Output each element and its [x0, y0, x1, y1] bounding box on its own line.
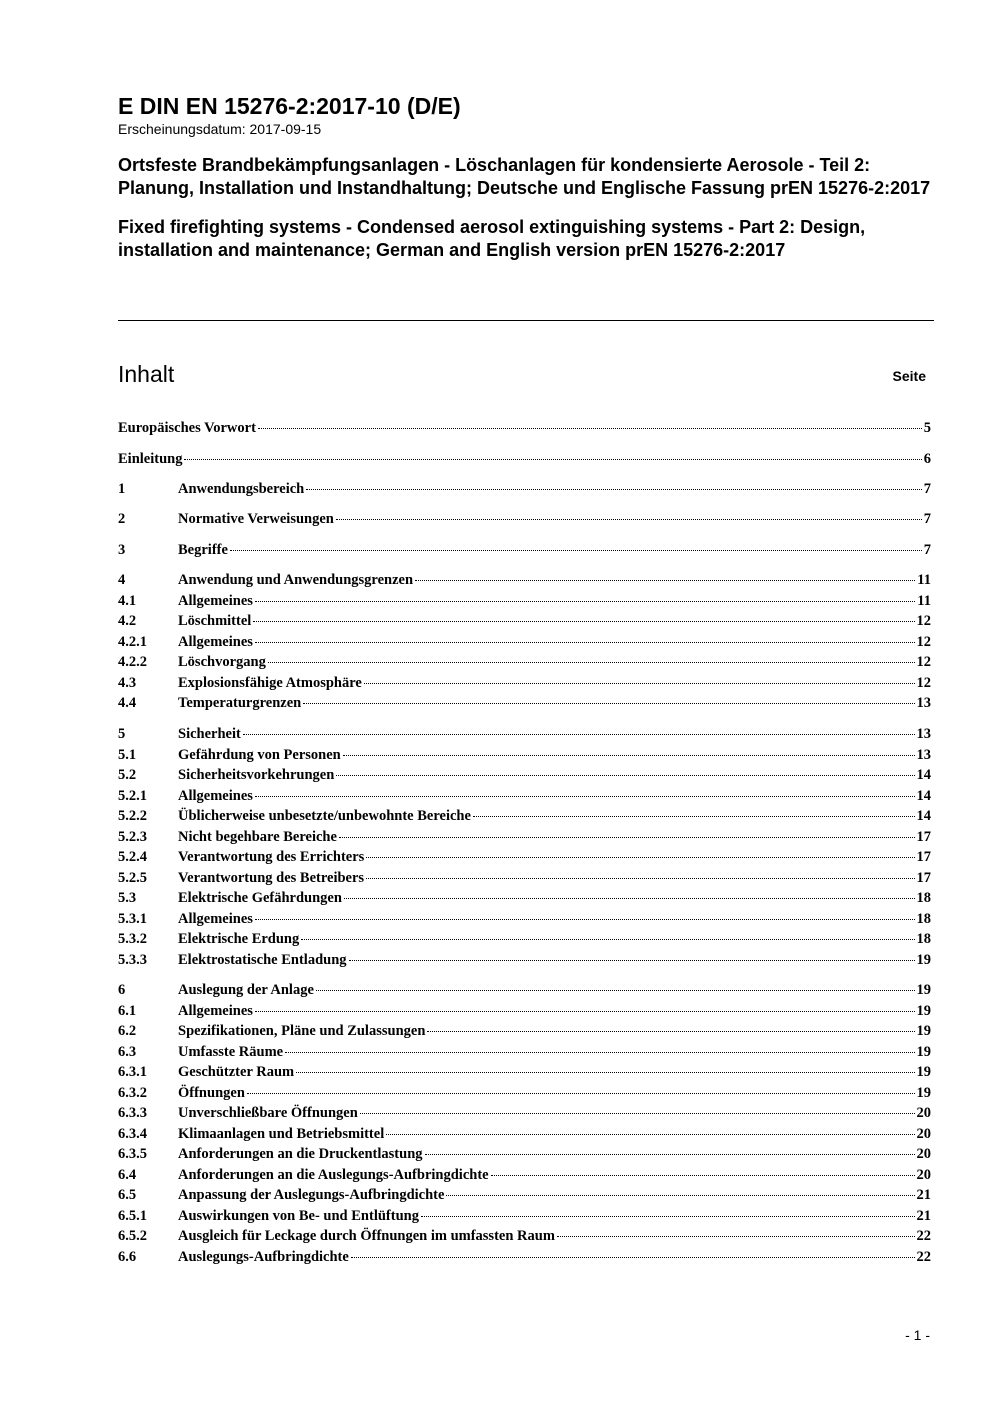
toc-entry-number: 5.3 — [118, 890, 137, 906]
toc-entry-number: 4.4 — [118, 695, 137, 711]
toc-entry-page: 20 — [916, 1126, 931, 1142]
toc-entry-title: Anpassung der Auslegungs-Aufbringdichte — [178, 1187, 445, 1203]
toc-entry-title: Europäisches Vorwort — [118, 420, 256, 436]
toc-leader-dots — [425, 1154, 915, 1155]
toc-entry-number: 1 — [118, 481, 126, 497]
toc-entry-number: 6.6 — [118, 1249, 137, 1265]
toc-leader-dots — [296, 1072, 914, 1073]
toc-leader-dots — [491, 1175, 915, 1176]
toc-entry-number: 6.1 — [118, 1003, 137, 1019]
toc-entry-page: 20 — [916, 1105, 931, 1121]
toc-entry-title: Allgemeines — [178, 788, 253, 804]
toc-entry-title: Spezifikationen, Pläne und Zulassungen — [178, 1023, 426, 1039]
standard-id: E DIN EN 15276-2:2017-10 (D/E) — [118, 93, 461, 119]
toc-entry-title: Nicht begehbare Bereiche — [178, 829, 337, 845]
toc-leader-dots — [247, 1093, 915, 1094]
toc-entry-title: Öffnungen — [178, 1085, 245, 1101]
toc-entry-number: 6.5.1 — [118, 1208, 147, 1224]
toc-entry-title: Gefährdung von Personen — [178, 747, 341, 763]
toc-entry-title: Auslegungs-Aufbringdichte — [178, 1249, 349, 1265]
table-of-contents — [118, 0, 931, 1403]
toc-entry-title: Geschützter Raum — [178, 1064, 295, 1080]
toc-entry[interactable] — [118, 786, 931, 806]
toc-entry-title: Allgemeines — [178, 911, 253, 927]
toc-entry-number: 6.5 — [118, 1187, 137, 1203]
toc-entry-page: 17 — [916, 829, 931, 845]
toc-entry-page: 14 — [916, 767, 931, 783]
toc-entry[interactable] — [118, 1165, 931, 1185]
toc-entry[interactable] — [118, 1144, 931, 1164]
toc-entry-page: 14 — [916, 788, 931, 804]
toc-entry-page: 6 — [923, 451, 931, 467]
toc-leader-dots — [421, 1216, 915, 1217]
toc-entry-title: Normative Verweisungen — [178, 511, 334, 527]
toc-entry[interactable] — [118, 1062, 931, 1082]
toc-entry-number: 6.2 — [118, 1023, 137, 1039]
toc-entry-title: Sicherheitsvorkehrungen — [178, 767, 335, 783]
toc-entry[interactable] — [118, 449, 931, 469]
toc-entry[interactable] — [118, 693, 931, 713]
toc-leader-dots — [349, 960, 915, 961]
toc-entry-title: Allgemeines — [178, 634, 253, 650]
toc-leader-dots — [253, 621, 914, 622]
toc-entry-page: 21 — [916, 1208, 931, 1224]
toc-leader-dots — [303, 703, 914, 704]
toc-leader-dots — [366, 857, 914, 858]
toc-entry-title: Explosionsfähige Atmosphäre — [178, 675, 362, 691]
toc-entry[interactable] — [118, 1226, 931, 1246]
toc-entry[interactable] — [118, 950, 931, 970]
toc-entry[interactable] — [118, 611, 931, 631]
toc-leader-dots — [336, 775, 914, 776]
toc-leader-dots — [366, 878, 914, 879]
toc-entry-title: Verantwortung des Errichters — [178, 849, 365, 865]
toc-entry-page: 12 — [916, 634, 931, 650]
toc-leader-dots — [364, 683, 915, 684]
toc-entry-number: 6.3.3 — [118, 1105, 147, 1121]
toc-entry[interactable] — [118, 827, 931, 847]
toc-entry[interactable] — [118, 1206, 931, 1226]
toc-entry-page: 20 — [916, 1146, 931, 1162]
toc-entry-page: 12 — [916, 654, 931, 670]
toc-entry-number: 6.5.2 — [118, 1228, 147, 1244]
toc-entry-page: 19 — [916, 982, 931, 998]
toc-entry[interactable] — [118, 1185, 931, 1205]
toc-entry-page: 13 — [916, 726, 931, 742]
toc-leader-dots — [427, 1031, 914, 1032]
toc-entry-page: 11 — [917, 593, 931, 609]
toc-entry-page: 18 — [916, 911, 931, 927]
toc-entry-title: Elektrostatische Entladung — [178, 952, 347, 968]
toc-entry-title: Anforderungen an die Druckentlastung — [178, 1146, 423, 1162]
toc-leader-dots — [343, 755, 915, 756]
toc-entry-number: 2 — [118, 511, 126, 527]
toc-entry-title: Löschvorgang — [178, 654, 266, 670]
toc-entry[interactable] — [118, 929, 931, 949]
toc-entry-title: Umfasste Räume — [178, 1044, 284, 1060]
toc-entry-title: Einleitung — [118, 451, 183, 467]
toc-leader-dots — [386, 1134, 914, 1135]
toc-entry[interactable] — [118, 745, 931, 765]
toc-entry-number: 4.1 — [118, 593, 137, 609]
toc-entry-number: 6.3.4 — [118, 1126, 147, 1142]
toc-leader-dots — [557, 1236, 915, 1237]
toc-leader-dots — [184, 459, 921, 460]
toc-entry-page: 19 — [916, 952, 931, 968]
toc-leader-dots — [255, 601, 915, 602]
toc-entry-page: 12 — [916, 613, 931, 629]
toc-entry-page: 20 — [916, 1167, 931, 1183]
toc-leader-dots — [306, 489, 922, 490]
toc-entry-page: 14 — [916, 808, 931, 824]
toc-leader-dots — [316, 990, 915, 991]
toc-leader-dots — [255, 796, 915, 797]
toc-entry-page: 7 — [923, 481, 931, 497]
toc-heading: Inhalt — [118, 361, 175, 387]
toc-entry-page: 17 — [916, 849, 931, 865]
toc-entry-title: Elektrische Erdung — [178, 931, 300, 947]
toc-entry-number: 5.2.4 — [118, 849, 147, 865]
toc-entry[interactable] — [118, 418, 931, 438]
toc-entry[interactable] — [118, 1083, 931, 1103]
toc-entry[interactable] — [118, 509, 931, 529]
toc-entry-number: 5.1 — [118, 747, 137, 763]
toc-entry-page: 19 — [916, 1085, 931, 1101]
toc-entry-number: 6.3.1 — [118, 1064, 147, 1080]
toc-entry-page: 17 — [916, 870, 931, 886]
toc-entry-title: Anforderungen an die Auslegungs-Aufbringdichte — [178, 1167, 489, 1183]
toc-entry-page: 11 — [917, 572, 931, 588]
toc-entry[interactable] — [118, 909, 931, 929]
toc-entry-title: Anwendungsbereich — [178, 481, 305, 497]
toc-entry-title: Allgemeines — [178, 1003, 253, 1019]
page-number: - 1 - — [905, 1327, 930, 1343]
toc-entry[interactable] — [118, 980, 931, 1000]
toc-entry-number: 4 — [118, 572, 126, 588]
toc-entry[interactable] — [118, 1124, 931, 1144]
toc-entry[interactable] — [118, 724, 931, 744]
toc-entry-page: 18 — [916, 931, 931, 947]
toc-entry-page: 13 — [916, 695, 931, 711]
toc-entry-number: 6.3 — [118, 1044, 137, 1060]
toc-entry-title: Üblicherweise unbesetzte/unbewohnte Bereiche — [178, 808, 471, 824]
toc-entry-number: 5.2.2 — [118, 808, 147, 824]
toc-entry-number: 6.3.2 — [118, 1085, 147, 1101]
toc-entry-page: 19 — [916, 1023, 931, 1039]
toc-leader-dots — [255, 1011, 915, 1012]
toc-entry[interactable] — [118, 1042, 931, 1062]
toc-entry-title: Löschmittel — [178, 613, 252, 629]
toc-entry-number: 4.2 — [118, 613, 137, 629]
toc-entry-number: 4.2.1 — [118, 634, 147, 650]
publication-date: Erscheinungsdatum: 2017-09-15 — [118, 121, 322, 137]
toc-entry-title: Sicherheit — [178, 726, 241, 742]
toc-entry-page: 22 — [916, 1228, 931, 1244]
toc-entry[interactable] — [118, 540, 931, 560]
toc-entry-page: 13 — [916, 747, 931, 763]
toc-entry-page: 21 — [916, 1187, 931, 1203]
toc-entry[interactable] — [118, 1103, 931, 1123]
toc-leader-dots — [360, 1113, 915, 1114]
toc-entry-number: 6 — [118, 982, 126, 998]
toc-entry[interactable] — [118, 847, 931, 867]
toc-leader-dots — [255, 919, 915, 920]
toc-entry[interactable] — [118, 1247, 931, 1267]
toc-entry-number: 3 — [118, 542, 126, 558]
toc-entry-title: Klimaanlagen und Betriebsmittel — [178, 1126, 385, 1142]
toc-entry-page: 19 — [916, 1003, 931, 1019]
toc-entry-title: Anwendung und Anwendungsgrenzen — [178, 572, 414, 588]
toc-entry[interactable] — [118, 673, 931, 693]
toc-entry-number: 5.2.5 — [118, 870, 147, 886]
toc-leader-dots — [446, 1195, 914, 1196]
toc-entry-title: Auswirkungen von Be- und Entlüftung — [178, 1208, 419, 1224]
toc-leader-dots — [285, 1052, 914, 1053]
toc-entry-page: 19 — [916, 1064, 931, 1080]
toc-leader-dots — [258, 428, 922, 429]
toc-entry-number: 4.3 — [118, 675, 137, 691]
toc-leader-dots — [473, 816, 915, 817]
toc-entry-title: Elektrische Gefährdungen — [178, 890, 342, 906]
toc-entry-title: Verantwortung des Betreibers — [178, 870, 365, 886]
toc-entry-number: 5.2 — [118, 767, 137, 783]
toc-entry[interactable] — [118, 591, 931, 611]
toc-entry[interactable] — [118, 652, 931, 672]
toc-entry-page: 12 — [916, 675, 931, 691]
toc-entry[interactable] — [118, 765, 931, 785]
toc-leader-dots — [243, 734, 915, 735]
toc-entry[interactable] — [118, 1001, 931, 1021]
toc-entry-number: 5.2.3 — [118, 829, 147, 845]
toc-entry-page: 18 — [916, 890, 931, 906]
toc-leader-dots — [255, 642, 915, 643]
toc-entry-page: 7 — [923, 542, 931, 558]
toc-leader-dots — [339, 837, 915, 838]
toc-entry[interactable] — [118, 868, 931, 888]
toc-entry-title: Temperaturgrenzen — [178, 695, 302, 711]
toc-entry[interactable] — [118, 632, 931, 652]
title-english: Fixed firefighting systems - Condensed aerosol extinguishing systems - Part 2: Design, installation and maintenance; German and English version prEN 15276-2:2017 — [118, 217, 866, 260]
toc-entry-title: Ausgleich für Leckage durch Öffnungen im umfassten Raum — [178, 1228, 555, 1244]
toc-entry-number: 5.3.3 — [118, 952, 147, 968]
toc-entry-page: 19 — [916, 1044, 931, 1060]
toc-entry[interactable] — [118, 806, 931, 826]
title-german: Ortsfeste Brandbekämpfungsanlagen - Löschanlagen für kondensierte Aerosole - Teil 2: Planung, Installation und Instandhaltung; Deutsche und Englische Fassung prEN 15276-2:2017 — [118, 155, 931, 198]
toc-entry-title: Unverschließbare Öffnungen — [178, 1105, 358, 1121]
toc-entry[interactable] — [118, 888, 931, 908]
toc-entry-title: Allgemeines — [178, 593, 253, 609]
toc-entry[interactable] — [118, 479, 931, 499]
toc-leader-dots — [230, 550, 922, 551]
toc-entry[interactable] — [118, 570, 931, 590]
toc-leader-dots — [344, 898, 915, 899]
toc-entry-title: Auslegung der Anlage — [178, 982, 314, 998]
toc-entry-page: 7 — [923, 511, 931, 527]
toc-entry-number: 5.2.1 — [118, 788, 147, 804]
toc-leader-dots — [415, 580, 915, 581]
toc-entry-number: 6.4 — [118, 1167, 137, 1183]
toc-page-label: Seite — [892, 368, 926, 384]
toc-entry[interactable] — [118, 1021, 931, 1041]
toc-leader-dots — [336, 519, 922, 520]
toc-entry-title: Begriffe — [178, 542, 228, 558]
toc-entry-number: 4.2.2 — [118, 654, 147, 670]
toc-entry-page: 22 — [916, 1249, 931, 1265]
toc-entry-number: 6.3.5 — [118, 1146, 147, 1162]
toc-entry-number: 5.3.2 — [118, 931, 147, 947]
toc-leader-dots — [351, 1257, 915, 1258]
toc-entry-number: 5.3.1 — [118, 911, 147, 927]
toc-leader-dots — [301, 939, 914, 940]
toc-leader-dots — [268, 662, 915, 663]
toc-entry-page: 5 — [923, 420, 931, 436]
toc-entry-number: 5 — [118, 726, 126, 742]
